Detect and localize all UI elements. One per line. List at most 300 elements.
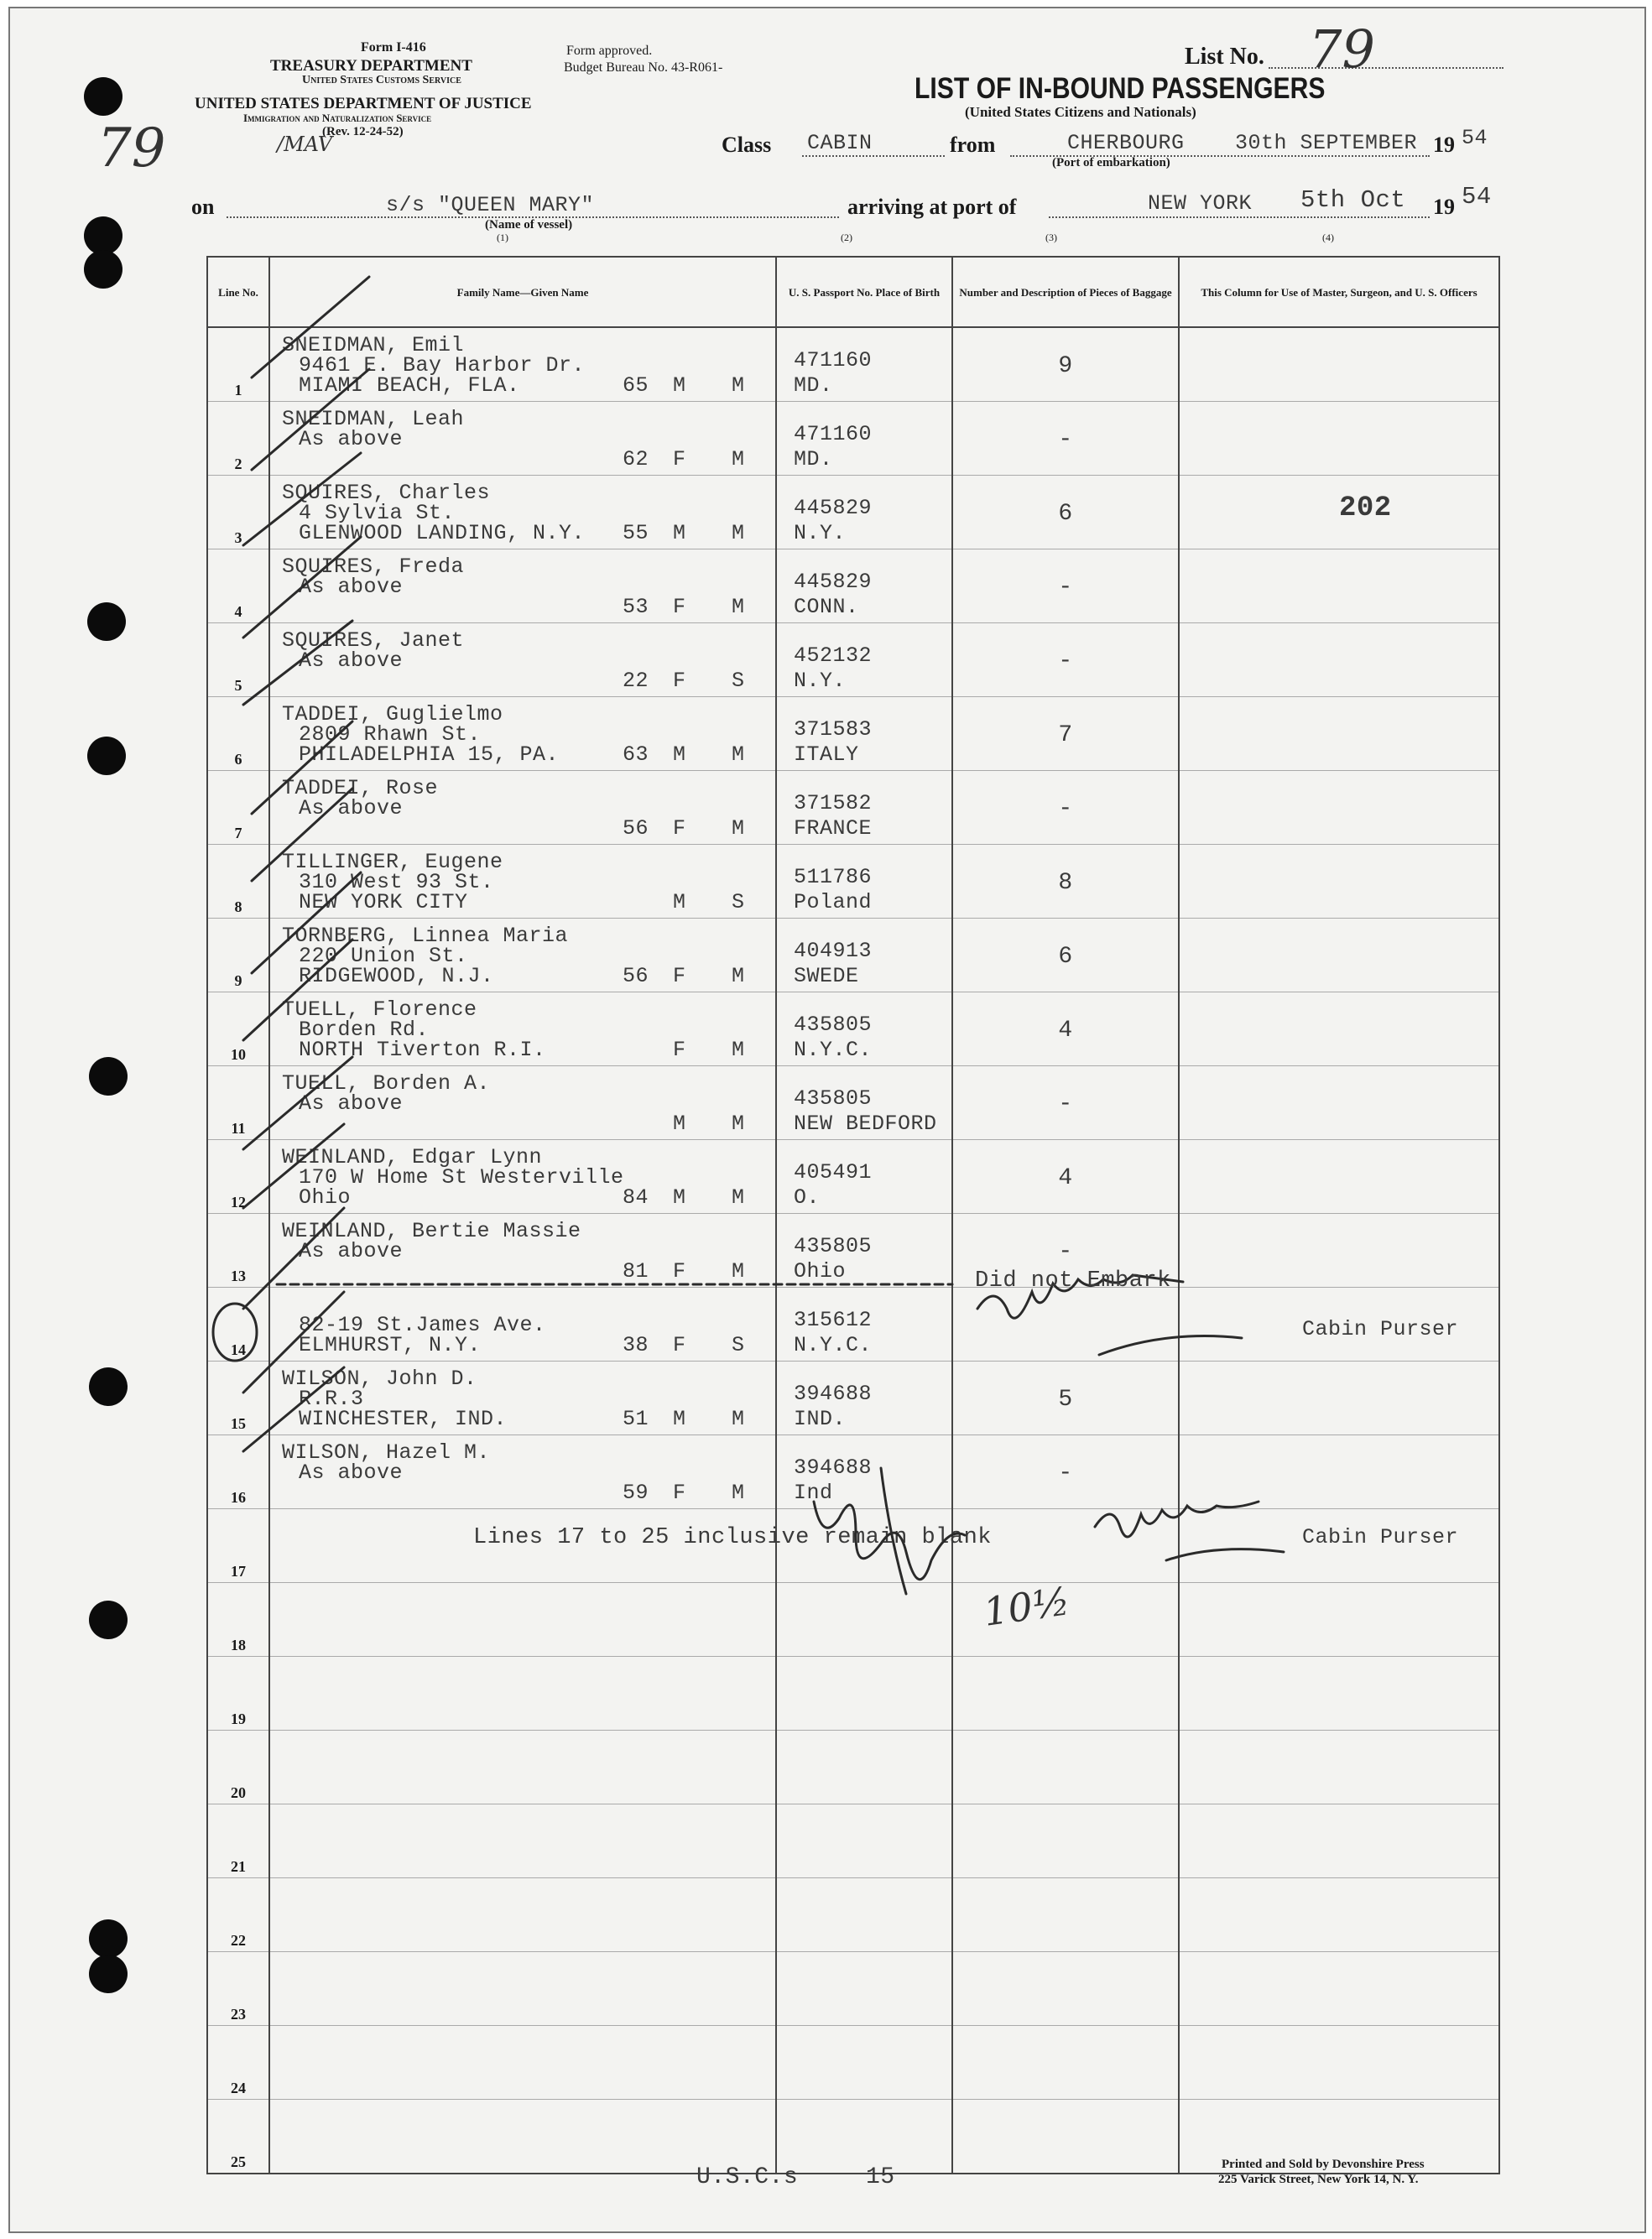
- line-number: [207, 1214, 269, 1288]
- sex: M: [673, 521, 686, 545]
- table-row: [207, 1583, 1499, 1657]
- marital-status: M: [732, 595, 745, 619]
- line-number: [207, 697, 269, 771]
- passenger-name: TILLINGER, Eugene: [282, 850, 503, 874]
- line-number-text: 20: [231, 1784, 246, 1801]
- place-of-birth: FRANCE: [794, 816, 873, 841]
- table-row: [207, 697, 1499, 771]
- address-line-1: 2809 Rhawn St.: [299, 722, 482, 747]
- arrive-year: 54: [1462, 183, 1492, 211]
- table-row: [207, 476, 1499, 549]
- line-number: [207, 1362, 269, 1435]
- marital-status: M: [732, 964, 745, 988]
- passport-cell: [776, 1362, 952, 1435]
- passport-number: 405491: [794, 1160, 873, 1185]
- sex: M: [673, 890, 686, 914]
- passport-number: 435805: [794, 1086, 873, 1111]
- name-cell: [269, 1435, 776, 1509]
- officer-cell: [1179, 1214, 1499, 1288]
- cabin-purser-label-2: Cabin Purser: [1302, 1525, 1459, 1549]
- baggage-count: 8: [1058, 870, 1073, 896]
- name-cell: [269, 1804, 776, 1878]
- address-line-1: R.R.3: [299, 1387, 364, 1411]
- col-header-officers: This Column for Use of Master, Surgeon, and U. S. Officers: [1179, 257, 1499, 327]
- baggage-count: 7: [1058, 722, 1073, 748]
- baggage-cell: [952, 327, 1179, 402]
- passport-cell: [776, 1583, 952, 1657]
- age: 22: [623, 669, 649, 693]
- age: 65: [623, 373, 649, 398]
- list-no-label: List No.: [1185, 44, 1264, 70]
- col3-caption: (3): [1045, 232, 1057, 243]
- officer-cell: [1179, 1362, 1499, 1435]
- marital-status: M: [732, 1407, 745, 1431]
- passport-cell: [776, 1804, 952, 1878]
- age: 53: [623, 595, 649, 619]
- marital-status: M: [732, 1112, 745, 1136]
- address-line-1: 4 Sylvia St.: [299, 501, 456, 525]
- col2-caption: (2): [841, 232, 852, 243]
- baggage-cell: [952, 1657, 1179, 1731]
- sex: F: [673, 1038, 686, 1062]
- sex: F: [673, 1259, 686, 1284]
- table-row: [207, 1657, 1499, 1731]
- marital-status: M: [732, 521, 745, 545]
- age: 38: [623, 1333, 649, 1357]
- name-cell: [269, 327, 776, 402]
- passport-cell: [776, 1731, 952, 1804]
- form-approved: Form approved.: [566, 44, 653, 58]
- officer-cell: [1179, 1657, 1499, 1731]
- line-number-text: 15: [231, 1415, 246, 1432]
- line-number: [207, 623, 269, 697]
- address-line-1: As above: [299, 796, 404, 820]
- passenger-name: TADDEI, Guglielmo: [282, 702, 503, 726]
- line-number: [207, 771, 269, 845]
- baggage-count: -: [1058, 575, 1073, 601]
- line-number-text: 19: [231, 1710, 246, 1727]
- place-of-birth: MD.: [794, 447, 833, 471]
- line-number: [207, 2100, 269, 2174]
- baggage-count: -: [1058, 796, 1073, 822]
- line-number-text: 4: [234, 603, 242, 620]
- name-cell: [269, 1288, 776, 1362]
- line-number: [207, 2026, 269, 2100]
- place-of-birth: O.: [794, 1185, 821, 1210]
- sex: M: [673, 1185, 686, 1210]
- age: 81: [623, 1259, 649, 1284]
- place-of-birth: SWEDE: [794, 964, 859, 988]
- budget-bureau: Budget Bureau No. 43-R061-: [564, 60, 723, 75]
- marital-status: M: [732, 447, 745, 471]
- baggage-cell: [952, 1952, 1179, 2026]
- passport-cell: [776, 992, 952, 1066]
- marital-status: S: [732, 890, 745, 914]
- table-row: [207, 1804, 1499, 1878]
- passport-cell: [776, 1066, 952, 1140]
- age: 56: [623, 816, 649, 841]
- baggage-cell: [952, 992, 1179, 1066]
- table-row: [207, 919, 1499, 992]
- name-cell: [269, 2026, 776, 2100]
- baggage-cell: [952, 697, 1179, 771]
- sex: F: [673, 595, 686, 619]
- officer-cell: [1179, 2026, 1499, 2100]
- line-number-text: 24: [231, 2080, 246, 2096]
- officer-cell: [1179, 1140, 1499, 1214]
- col-header-passport: U. S. Passport No. Place of Birth: [776, 257, 952, 327]
- line-number: [207, 919, 269, 992]
- line-number: [207, 845, 269, 919]
- passport-cell: [776, 697, 952, 771]
- ins-service: Immigration and Naturalization Service: [243, 112, 432, 124]
- passport-cell: [776, 2100, 952, 2174]
- lines-blank-remark: Lines 17 to 25 inclusive remain blank: [473, 1525, 992, 1550]
- place-of-birth: Ohio: [794, 1259, 847, 1284]
- line-number: [207, 1952, 269, 2026]
- place-of-birth: NEW BEDFORD: [794, 1112, 937, 1136]
- address-line-1: As above: [299, 575, 404, 599]
- footer-uscs: U.S.C.s: [696, 2164, 799, 2190]
- table-row: [207, 327, 1499, 402]
- address-line-2: NORTH Tiverton R.I.: [299, 1038, 546, 1062]
- passport-number: 435805: [794, 1234, 873, 1258]
- officer-cell: [1179, 1435, 1499, 1509]
- marital-status: M: [732, 1038, 745, 1062]
- footer-page-no: 15: [866, 2164, 895, 2190]
- margin-note: 79: [97, 117, 166, 180]
- table-row: [207, 549, 1499, 623]
- name-cell: [269, 771, 776, 845]
- address-line-1: 9461 E. Bay Harbor Dr.: [299, 353, 586, 378]
- officer-cell: [1179, 476, 1499, 549]
- passport-cell: [776, 623, 952, 697]
- line-number-text: 10: [231, 1046, 246, 1063]
- officer-cell: [1179, 327, 1499, 402]
- passport-cell: [776, 1657, 952, 1731]
- line-number: [207, 1583, 269, 1657]
- punch-hole: [89, 1057, 128, 1096]
- name-cell: [269, 697, 776, 771]
- address-line-2: Ohio: [299, 1185, 352, 1210]
- marital-status: M: [732, 816, 745, 841]
- address-line-2: MIAMI BEACH, FLA.: [299, 373, 520, 398]
- line-number: [207, 1657, 269, 1731]
- officer-cell: [1179, 845, 1499, 919]
- line-number-text: 13: [231, 1268, 246, 1284]
- officer-cell: [1179, 402, 1499, 476]
- passport-number: 404913: [794, 939, 873, 963]
- baggage-cell: [952, 845, 1179, 919]
- baggage-count: 5: [1058, 1387, 1073, 1413]
- line-number-text: 2: [234, 456, 242, 472]
- name-cell: [269, 1657, 776, 1731]
- address-line-1: 170 W Home St Westerville: [299, 1165, 624, 1190]
- passport-number: 435805: [794, 1013, 873, 1037]
- table-row: [207, 1140, 1499, 1214]
- passport-cell: [776, 1435, 952, 1509]
- baggage-count: -: [1058, 1091, 1073, 1117]
- punch-hole: [87, 737, 126, 775]
- punch-hole: [84, 250, 122, 289]
- from-date: 30th SEPTEMBER: [1235, 131, 1418, 155]
- table-row: [207, 1435, 1499, 1509]
- name-cell: [269, 1731, 776, 1804]
- table-row: [207, 1362, 1499, 1435]
- revision: (Rev. 12-24-52): [322, 125, 404, 138]
- line-number: [207, 549, 269, 623]
- address-line-2: RIDGEWOOD, N.J.: [299, 964, 494, 988]
- passenger-name: WILSON, John D.: [282, 1367, 477, 1391]
- passport-cell: [776, 1140, 952, 1214]
- line-number: [207, 1288, 269, 1362]
- line-number-text: 11: [231, 1120, 246, 1137]
- line-number: [207, 327, 269, 402]
- sex: F: [673, 1333, 686, 1357]
- officer-cell: [1179, 1804, 1499, 1878]
- passport-number: 371583: [794, 717, 873, 742]
- line-number-text: 3: [234, 529, 242, 546]
- passenger-name: WEINLAND, Edgar Lynn: [282, 1145, 543, 1169]
- baggage-cell: [952, 549, 1179, 623]
- line-number-text: 18: [231, 1637, 246, 1653]
- punch-hole: [89, 1919, 128, 1958]
- passport-number: 315612: [794, 1308, 873, 1332]
- marital-status: S: [732, 669, 745, 693]
- passport-cell: [776, 402, 952, 476]
- passenger-name: WILSON, Hazel M.: [282, 1440, 491, 1465]
- address-line-1: 310 West 93 St.: [299, 870, 494, 894]
- mav-note: /MAV: [277, 133, 333, 156]
- passport-number: 471160: [794, 422, 873, 446]
- baggage-count: -: [1058, 1461, 1073, 1487]
- line-number-text: 21: [231, 1858, 246, 1875]
- line-number: [207, 1435, 269, 1509]
- address-line-2: GLENWOOD LANDING, N.Y.: [299, 521, 586, 545]
- baggage-cell: [952, 771, 1179, 845]
- officer-cell: [1179, 1583, 1499, 1657]
- line-number-text: 17: [231, 1563, 246, 1580]
- table-row: [207, 1952, 1499, 2026]
- marital-status: M: [732, 373, 745, 398]
- address-line-2: NEW YORK CITY: [299, 890, 468, 914]
- baggage-cell: [952, 476, 1179, 549]
- name-cell: [269, 992, 776, 1066]
- name-cell: [269, 402, 776, 476]
- line-number: [207, 402, 269, 476]
- table-row: [207, 1214, 1499, 1288]
- passenger-name: SQUIRES, Charles: [282, 481, 491, 505]
- line-number-text: 5: [234, 677, 242, 694]
- place-of-birth: N.Y.: [794, 521, 847, 545]
- form-title: LIST OF IN-BOUND PASSENGERS: [915, 72, 1326, 105]
- line-number: [207, 1509, 269, 1583]
- form-number: Form I-416: [361, 40, 426, 55]
- line-number-text: 1: [234, 382, 242, 398]
- passport-cell: [776, 1288, 952, 1362]
- class-label: Class: [722, 133, 772, 157]
- officer-cell: [1179, 1066, 1499, 1140]
- age: 51: [623, 1407, 649, 1431]
- passport-cell: [776, 476, 952, 549]
- line-number: [207, 1140, 269, 1214]
- name-cell: [269, 623, 776, 697]
- baggage-count: 6: [1058, 501, 1073, 527]
- sex: F: [673, 964, 686, 988]
- place-of-birth: IND.: [794, 1407, 847, 1431]
- passenger-name: TORNBERG, Linnea Maria: [282, 924, 569, 948]
- line-number-text: 8: [234, 898, 242, 915]
- passenger-table: [206, 256, 1500, 2174]
- name-cell: [269, 1066, 776, 1140]
- sex: M: [673, 1407, 686, 1431]
- passenger-name: SQUIRES, Freda: [282, 555, 465, 579]
- baggage-count: 4: [1058, 1018, 1073, 1044]
- passport-number: 452132: [794, 643, 873, 668]
- officer-cell: [1179, 771, 1499, 845]
- passport-cell: [776, 2026, 952, 2100]
- passport-cell: [776, 327, 952, 402]
- marital-status: M: [732, 742, 745, 767]
- table-row: [207, 1878, 1499, 1952]
- arrive-date: 5th Oct: [1300, 186, 1406, 214]
- class-line: [802, 155, 945, 157]
- passport-number: 445829: [794, 570, 873, 594]
- place-of-birth: Poland: [794, 890, 873, 914]
- passenger-name: WEINLAND, Bertie Massie: [282, 1219, 581, 1243]
- officer-cell: [1179, 549, 1499, 623]
- baggage-count: -: [1058, 648, 1073, 674]
- name-cell: [269, 2100, 776, 2174]
- name-cell: [269, 1952, 776, 2026]
- from-year-prefix: 19: [1433, 133, 1455, 157]
- table-row: [207, 623, 1499, 697]
- officer-cell: [1179, 992, 1499, 1066]
- age: 62: [623, 447, 649, 471]
- line-number-text: 25: [231, 2153, 246, 2170]
- name-cell: [269, 1214, 776, 1288]
- address-line-2: PHILADELPHIA 15, PA.: [299, 742, 560, 767]
- form-subtitle: (United States Citizens and Nationals): [965, 104, 1196, 120]
- vessel-value: s/s "QUEEN MARY": [386, 193, 595, 217]
- line-number-text: 16: [231, 1489, 246, 1506]
- baggage-cell: [952, 1140, 1179, 1214]
- cabin-purser-label-1: Cabin Purser: [1302, 1317, 1459, 1341]
- passport-cell: [776, 919, 952, 992]
- printer-line-1: Printed and Sold by Devonshire Press: [1222, 2158, 1425, 2171]
- punch-hole: [89, 1367, 128, 1406]
- name-cell: [269, 919, 776, 992]
- list-no-line: [1269, 67, 1503, 69]
- marital-status: M: [732, 1259, 745, 1284]
- officer-cell: [1179, 1731, 1499, 1804]
- address-line-1: As above: [299, 1239, 404, 1263]
- table-row: [207, 771, 1499, 845]
- line-number-text: 6: [234, 751, 242, 768]
- name-cell: [269, 845, 776, 919]
- passport-number: 394688: [794, 1455, 873, 1480]
- passport-number: 511786: [794, 865, 873, 889]
- passport-number: 445829: [794, 496, 873, 520]
- baggage-cell: [952, 1878, 1179, 1952]
- baggage-cell: [952, 2026, 1179, 2100]
- name-cell: [269, 476, 776, 549]
- officer-note: 202: [1339, 492, 1392, 524]
- punch-hole: [89, 1601, 128, 1639]
- passport-cell: [776, 1214, 952, 1288]
- port-line: [1049, 216, 1430, 218]
- from-value: CHERBOURG: [1067, 131, 1185, 155]
- passport-number: 471160: [794, 348, 873, 372]
- col1-caption: (1): [497, 232, 508, 243]
- passenger-name: SNEIDMAN, Emil: [282, 333, 465, 357]
- line-number: [207, 1804, 269, 1878]
- address-line-2: WINCHESTER, IND.: [299, 1407, 508, 1431]
- passenger-name: TUELL, Florence: [282, 997, 477, 1022]
- officer-cell: [1179, 1878, 1499, 1952]
- on-label: on: [191, 195, 215, 219]
- line-number-text: 9: [234, 972, 242, 989]
- baggage-count: -: [1058, 427, 1073, 453]
- justice-department: UNITED STATES DEPARTMENT OF JUSTICE: [195, 95, 532, 112]
- passenger-name: SNEIDMAN, Leah: [282, 407, 465, 431]
- baggage-cell: [952, 2100, 1179, 2174]
- place-of-birth: N.Y.C.: [794, 1038, 873, 1062]
- table-row: [207, 2026, 1499, 2100]
- officer-cell: [1179, 1952, 1499, 2026]
- customs-service: United States Customs Service: [302, 74, 461, 86]
- list-no-value: 79: [1309, 18, 1375, 80]
- officer-cell: [1179, 919, 1499, 992]
- line-number: [207, 1731, 269, 1804]
- sex: M: [673, 1112, 686, 1136]
- line-number-text: 12: [231, 1194, 246, 1211]
- age: 84: [623, 1185, 649, 1210]
- age: 59: [623, 1481, 649, 1505]
- address-line-1: As above: [299, 1091, 404, 1116]
- table-row: [207, 1066, 1499, 1140]
- sex: M: [673, 373, 686, 398]
- baggage-count: 4: [1058, 1165, 1073, 1191]
- sex: F: [673, 447, 686, 471]
- handwritten-fraction: 10½: [980, 1578, 1073, 1635]
- arrive-year-prefix: 19: [1433, 195, 1455, 219]
- baggage-cell: [952, 402, 1179, 476]
- address-line-1: As above: [299, 648, 404, 673]
- sex: F: [673, 1481, 686, 1505]
- col-header-baggage: Number and Description of Pieces of Baggage: [952, 257, 1179, 327]
- address-line-1: 82-19 St.James Ave.: [299, 1313, 546, 1337]
- passport-cell: [776, 845, 952, 919]
- table-row: [207, 402, 1499, 476]
- marital-status: S: [732, 1333, 745, 1357]
- col4-caption: (4): [1322, 232, 1334, 243]
- line-number: [207, 476, 269, 549]
- name-cell: [269, 1583, 776, 1657]
- address-line-1: 220 Union St.: [299, 944, 468, 968]
- table-row: [207, 845, 1499, 919]
- line-number: [207, 1878, 269, 1952]
- table-row: [207, 992, 1499, 1066]
- name-cell: [269, 549, 776, 623]
- line-number-text: 14: [231, 1341, 246, 1358]
- arriving-label: arriving at port of: [847, 195, 1017, 219]
- passenger-name: TUELL, Borden A.: [282, 1071, 491, 1096]
- name-cell: [269, 1878, 776, 1952]
- address-line-1: As above: [299, 1461, 404, 1485]
- baggage-cell: [952, 1435, 1179, 1509]
- place-of-birth: ITALY: [794, 742, 859, 767]
